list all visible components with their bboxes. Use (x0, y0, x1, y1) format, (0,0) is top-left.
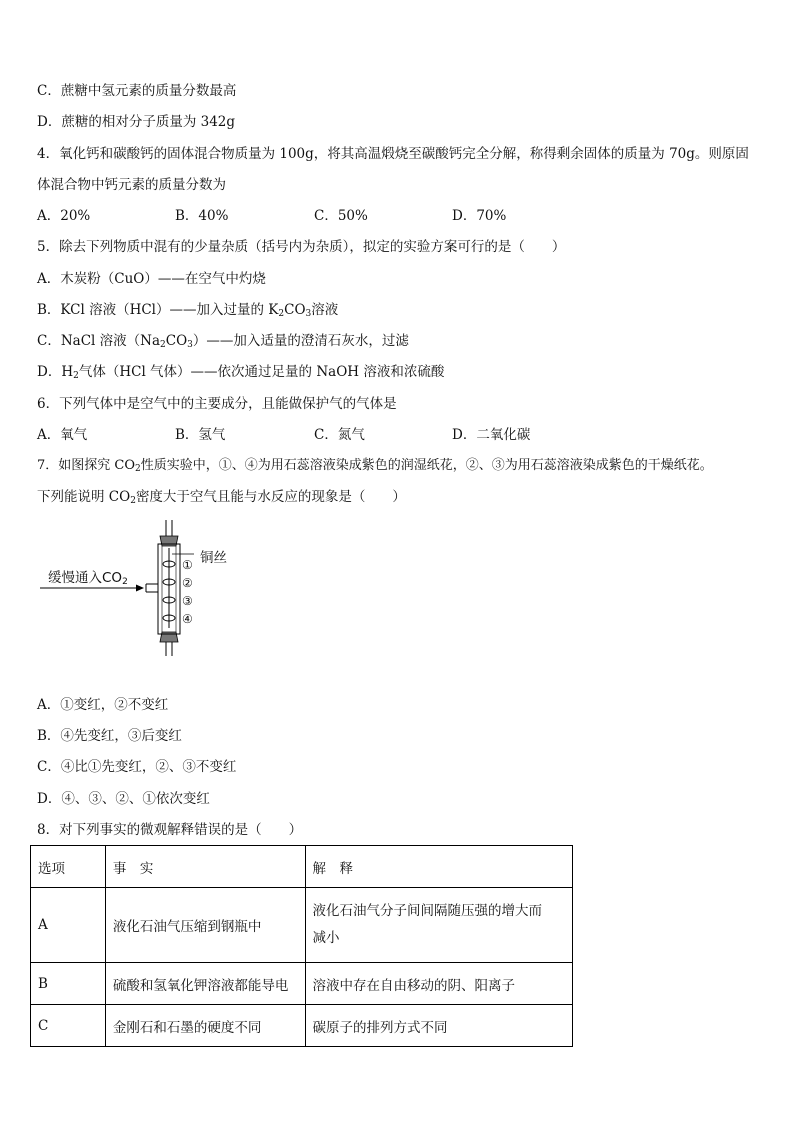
copper-wire-label: 铜丝 (200, 550, 227, 566)
q4-option-a: A．20% (37, 208, 91, 224)
header-option: 选项 (31, 846, 106, 888)
q6-option-b: B．氢气 (175, 427, 226, 443)
mark-2: ② (182, 576, 193, 590)
row-explanation: 碳原子的排列方式不同 (305, 1005, 572, 1047)
table-row (31, 1005, 573, 1047)
table-row (31, 888, 573, 963)
q6-option-c: C．氮气 (314, 427, 365, 443)
q7-stem-line1: 7．如图探究 $CO_2$性质实验中，①、④为用石蕊溶液染成紫色的润湿纸花，②、③为用石蕊溶液染成紫色的干燥纸花。 (37, 458, 713, 474)
q5-stem: 5．除去下列物质中混有的少量杂质（括号内为杂质），拟定的实验方案可行的是（ ） (37, 239, 566, 255)
q7-option-b: B．④先变红，③后变红 (37, 728, 182, 744)
q5-option-d: D．$H_2$气体（HCl 气体）——依次通过足量的 NaOH 溶液和浓硫酸 (37, 364, 445, 381)
q5-option-a: A．木炭粉（CuO）——在空气中灼烧 (37, 271, 266, 287)
row-fact: 金刚石和石墨的硬度不同 (105, 1005, 305, 1047)
q5-option-b: B．KCl 溶液（HCl）——加入过量的 $K_2CO_3$溶液 (37, 302, 339, 319)
q7-option-d: D．④、③、②、①依次变红 (37, 791, 210, 807)
q7-stem-line2: 下列能说明 $CO_2$密度大于空气且能与水反应的现象是（ ） (37, 489, 406, 506)
q4-stem-line2: 体混合物中钙元素的质量分数为 (37, 177, 226, 193)
row-option: C (31, 1005, 106, 1047)
q4-stem-line1: 4．氧化钙和碳酸钙的固体混合物质量为 100g，将其高温煅烧至碳酸钙完全分解，称得剩余固体的质量为 70g。则原固 (37, 146, 749, 162)
q5-option-c: C．NaCl 溶液$(Na_2CO_3)——$加入适量的澄清石灰水，过滤 (37, 333, 409, 350)
inlet-label: 缓慢通入$CO_2$ (48, 570, 128, 587)
header-explanation: 解 释 (305, 846, 572, 888)
row-explanation: 溶液中存在自由移动的阴、阳离子 (305, 963, 572, 1005)
apparatus-drawing (38, 518, 238, 658)
q4-option-d: D．70% (452, 208, 507, 224)
q4-option-b: B．40% (175, 208, 229, 224)
row-option: A (31, 888, 106, 963)
row-fact: 硫酸和氢氧化钾溶液都能导电 (105, 963, 305, 1005)
table-row (31, 963, 573, 1005)
flower-marks (182, 556, 193, 628)
row-option: B (31, 963, 106, 1005)
row-explanation: 液化石油气分子间间隔随压强的增大而 减小 (305, 888, 572, 963)
mark-1: ① (182, 558, 193, 572)
q3-option-d: D．蔗糖的相对分子质量为 342g (37, 114, 236, 130)
q4-option-c: C．50% (314, 208, 368, 224)
header-fact: 事 实 (105, 846, 305, 888)
mark-4: ④ (182, 612, 193, 626)
q8-stem: 8．对下列事实的微观解释错误的是（ ） (37, 822, 303, 838)
q3-option-c: C．蔗糖中氢元素的质量分数最高 (37, 83, 237, 99)
row-fact: 液化石油气压缩到钢瓶中 (105, 888, 305, 963)
q6-stem: 6．下列气体中是空气中的主要成分，且能做保护气的气体是 (37, 396, 397, 412)
q7-option-c: C．④比①先变红，②、③不变红 (37, 759, 237, 775)
q6-option-d: D．二氧化碳 (452, 427, 531, 443)
facts-table (30, 845, 573, 1047)
q7-option-a: A．①变红，②不变红 (37, 697, 169, 713)
q6-option-a: A．氧气 (37, 427, 88, 443)
co2-apparatus-diagram (38, 518, 238, 658)
table-header-row (31, 846, 573, 888)
mark-3: ③ (182, 594, 193, 608)
